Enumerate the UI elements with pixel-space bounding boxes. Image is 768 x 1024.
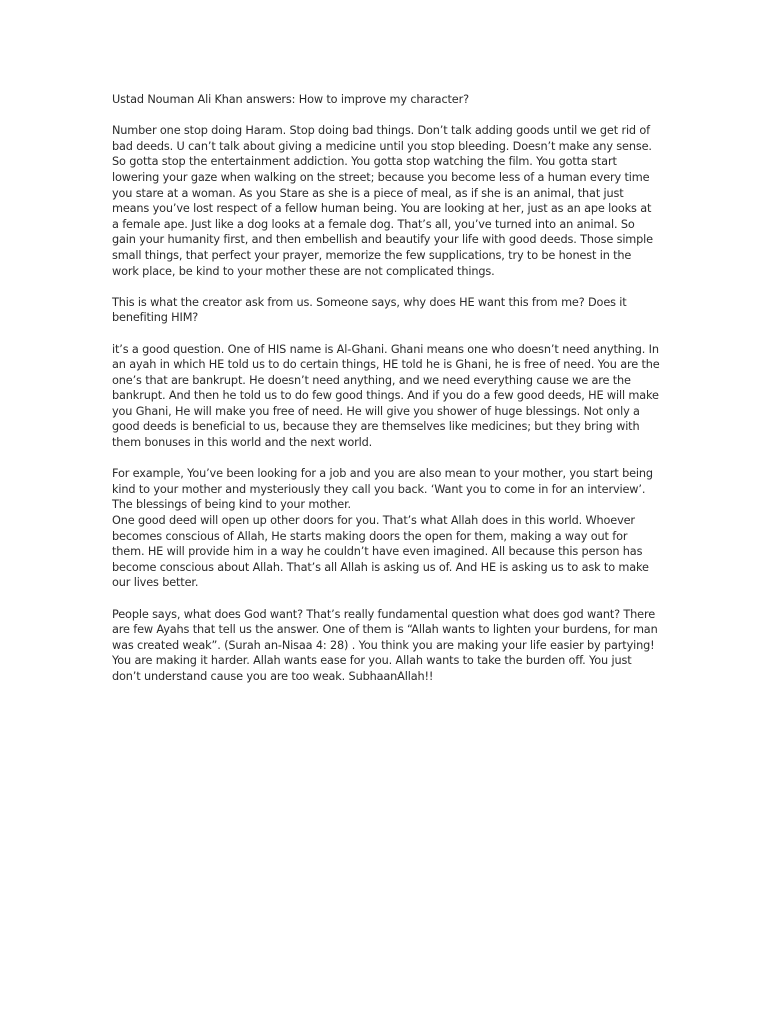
paragraph-6: People says, what does God want? That’s really fundamental question what does god want? There are few Ayahs that tell us the answer. One of them is “Allah wants to lighten your burdens, for man was created weak”. (Surah an-Nisaa 4: 28) . You think you are making your life easier by partying! You are making it harder. Allah wants ease for you. Allah wants to take the burden off. You just don’t understand cause you are too weak. SubhaanAllah!! bbox=[112, 607, 658, 683]
paragraph-3: it’s a good question. One of HIS name is Al-Ghani. Ghani means one who doesn’t need anything. In an ayah in which HE told us to do certain things, HE told he is Ghani, he is free of need. You are the one’s that are bankrupt. He doesn’t need anything, and we need everything cause we are the bankrupt. And then he told us to do few good things. And if you do a few good deeds, HE will make you Ghani, He will make you free of need. He will give you shower of huge blessings. Not only a good deeds is beneficial to us, because they are themselves like medicines; but they bring with them bonuses in this world and the next world. bbox=[112, 342, 660, 450]
paragraph-5: One good deed will open up other doors for you. That’s what Allah does in this world. Whoever becomes conscious of Allah, He starts making doors the open for them, making a way out for them. HE will provide him in a way he couldn’t have even imagined. All because this person has become conscious about Allah. That’s all Allah is asking us of. And HE is asking us to ask to make our lives better. bbox=[112, 514, 649, 590]
document-body bbox=[112, 92, 660, 700]
paragraph-2: This is what the creator ask from us. Someone says, why does HE want this from me? Does it benefiting HIM? bbox=[112, 295, 627, 325]
document-title: Ustad Nouman Ali Khan answers: How to improve my character? bbox=[112, 93, 469, 106]
paragraph-1: Number one stop doing Haram. Stop doing bad things. Don’t talk adding goods until we get rid of bad deeds. U can’t talk about giving a medicine until you stop bleeding. Doesn’t make any sense. So gotta stop the entertainment addiction. You gotta stop watching the film. You gotta start lowering your gaze when walking on the street; because you become less of a human every time you stare at a woman. As you Stare as she is a piece of meal, as if she is an animal, that just means you’ve lost respect of a fellow human being. You are looking at her, just as an ape looks at a female ape. Just like a dog looks at a female dog. That’s all, you’ve turned into an animal. So gain your humanity first, and then embellish and beautify your life with good deeds. Those simple small things, that perfect your prayer, memorize the few supplications, try to be honest in the work place, be kind to your mother these are not complicated things. bbox=[112, 124, 653, 278]
paragraph-4: For example, You’ve been looking for a job and you are also mean to your mother, you start being kind to your mother and mysteriously they call you back. ‘Want you to come in for an interview’. The blessings of being kind to your mother. bbox=[112, 467, 653, 512]
